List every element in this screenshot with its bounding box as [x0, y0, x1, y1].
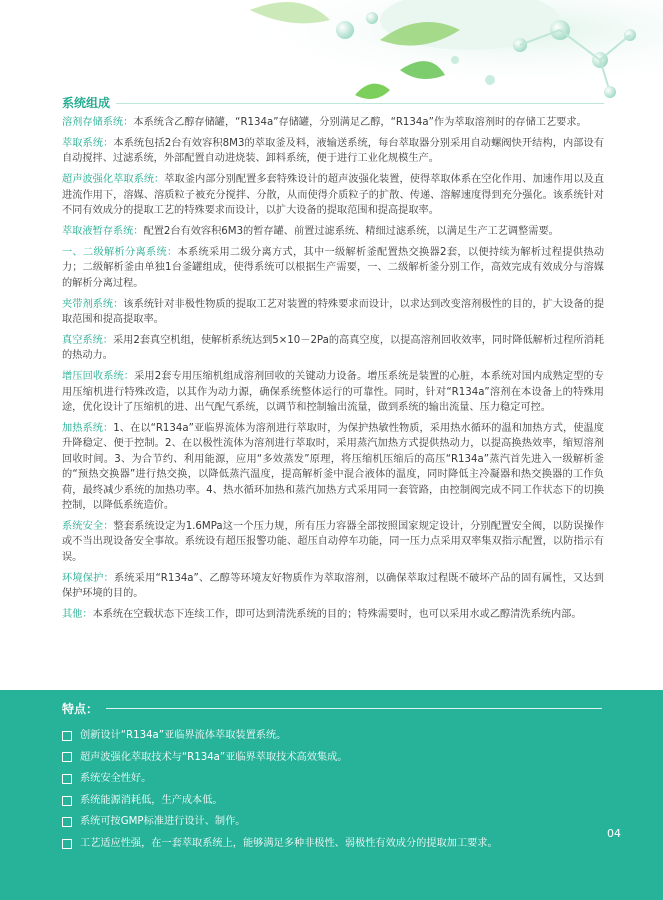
feature-item: [62, 811, 602, 833]
paragraph-text: 系统采用“R134a”、乙醇等环境友好物质作为萃取溶剂，以确保萃取过程既不破坏产品的固有属性，又达到保护环境的目的。: [62, 572, 604, 599]
paragraph: [62, 136, 604, 167]
paragraph: [62, 369, 604, 415]
feature-text: 系统可按GMP标准进行设计、制作。: [80, 816, 246, 828]
paragraph: [62, 245, 604, 291]
paragraph-label: 其他：: [62, 608, 93, 620]
paragraph-text: 该系统针对非极性物质的提取工艺对装置的特殊要求而设计，以求达到改变溶剂极性的目的，扩大设备的提取范围和提高提取率。: [62, 298, 605, 325]
paragraph-label: 加热系统：: [62, 422, 114, 434]
feature-text: 系统能源消耗低，生产成本低。: [80, 794, 223, 806]
paragraph: [62, 421, 604, 513]
features-band: [0, 690, 663, 900]
feature-item: [62, 790, 602, 812]
checkbox-bullet-icon: [62, 731, 72, 741]
checkbox-bullet-icon: [62, 796, 72, 806]
paragraph-label: 环境保护：: [62, 572, 114, 584]
paragraph-text: 本系统含乙醇存储罐，“R134a”存储罐，分别满足乙醇，“R134a”作为萃取溶剂时的存储工艺要求。: [133, 117, 587, 128]
paragraph-text: 配置2台有效容积6M3的暂存罐、前置过滤系统、精细过滤系统，以满足生产工艺调整需要。: [143, 225, 559, 237]
feature-text: 创新设计“R134a”亚临界流体萃取装置系统。: [80, 730, 287, 741]
paragraph-text: 整套系统设定为1.6MPa这一个压力规，所有压力容器全部按照国家规定设计，分别配置安全阀，以防误操作或不当出现设备安全事故。系统设有超压报警功能、超压自动停车功能，同一压力点采用双率集双指示配置，以防指示有误。: [62, 520, 605, 563]
paragraph-list: [62, 115, 604, 622]
page-number: 04: [607, 827, 621, 840]
feature-item: [62, 768, 602, 790]
paragraph: [62, 571, 604, 602]
checkbox-bullet-icon: [62, 752, 72, 762]
feature-text: 超声波强化萃取技术与“R134a”亚临界萃取技术高效集成。: [80, 751, 348, 763]
paragraph-text: 本系统在空载状态下连续工作，即可达到清洗系统的目的；特殊需要时，也可以采用水或乙醇清洗系统内部。: [92, 608, 582, 620]
paragraph-label: 萃取系统：: [62, 137, 114, 149]
paragraph-text: 采用2套专用压缩机组成溶剂回收的关键动力设备。增压系统是装置的心脏，本系统对国内成熟定型的专用压缩机进行特殊改造，以其作为动力源，确保系统整体运行的可靠性。同时，针对“R134a”溶剂在本设备上的特殊用途，优化设计了压缩机的进、出气配气系统，以调节和控制输出流量，做到系统的输出流量、压力稳定可控。: [62, 371, 604, 413]
feature-item: [62, 833, 602, 855]
system-composition-section: [62, 94, 604, 628]
paragraph: [62, 519, 604, 565]
paragraph-text: 萃取釜内部分别配置多套特殊设计的超声波强化装置，使得萃取体系在空化作用、加速作用以及直进流作用下，溶媒、溶质粒子被充分搅拌、分散，从而使得介质粒子的扩散、传递、溶解速度得到充分强化。该系统针对不同有效成分的提取工艺的特殊要求而设计，以扩大设备的提取范围和提高提取率。: [62, 174, 605, 217]
section-title: 系统组成: [62, 96, 111, 110]
features-divider: [106, 708, 602, 709]
features-title: 特点：: [62, 702, 99, 716]
paragraph-label: 萃取液暂存系统：: [62, 225, 144, 237]
paragraph-label: 夹带剂系统：: [62, 298, 124, 310]
paragraph-text: 本系统包括2台有效容积8M3的萃取釜及料，液输送系统，每台萃取器分别采用自动螺阀快开结构，内部设有自动搅拌、过滤系统，外部配置自动进烧装、卸料系统，便于进行工业化规模生产。: [62, 137, 605, 165]
paragraph-label: 增压回收系统：: [62, 371, 135, 383]
paragraph-text: 本系统采用二级分离方式，其中一级解析釜配置热交换器2套，以便持续为解析过程提供热动力；二级解析釜由单独1台釜罐组成，使得系统可以根据生产需要，一、二级解析釜分别工作，高效完成有效成分与溶媒的解析分离过程。: [62, 246, 605, 289]
paragraph: [62, 115, 604, 130]
paragraph: [62, 297, 604, 328]
paragraph-label: 超声波强化萃取系统：: [62, 174, 165, 186]
paragraph-label: 溶剂存储系统：: [62, 117, 134, 128]
section-header: [62, 94, 604, 111]
checkbox-bullet-icon: [62, 839, 72, 849]
paragraph-text: 采用2套真空机组，使解析系统达到5×10－2Pa的高真空度，以提高溶剂回收效率，同时降低解析过程所消耗的热动力。: [62, 334, 604, 362]
header-leaf-decoration: [0, 0, 663, 100]
features-list: [62, 725, 602, 855]
paragraph: [62, 333, 604, 364]
features-header: [62, 700, 602, 717]
checkbox-bullet-icon: [62, 774, 72, 784]
paragraph: [62, 607, 604, 622]
feature-text: 工艺适应性强，在一套萃取系统上，能够满足多种非极性、弱极性有效成分的提取加工要求。: [80, 837, 498, 849]
paragraph-label: 一、二级解析分离系统：: [62, 246, 178, 258]
paragraph: [62, 172, 604, 218]
paragraph-text: 1、在以“R134a”亚临界流体为溶剂进行萃取时，为保护热敏性物质，采用热水循环的温和加热方式，使温度升降稳定、便于控制。2、在以极性流体为溶剂进行萃取时，采用蒸汽加热方式提供热动力，以提高换热效率，缩短溶剂回收时间。3、为合节约、利用能源，应用“多效蒸发”原理，将压缩机压缩后的高压“R134a”蒸汽首先进入一级解析釜的“预热交换器”进行热交换，以降低蒸汽温度，提高解析釜中混合液体的温度，同时降低主冷凝器和热交换器的工作负荷，最终减少系统的加热功率。4、热水循环加热和蒸汽加热方式采用同一套管路，由控制阀完成不同工作状态下的切换控制，以降低系统造价。: [62, 422, 604, 511]
feature-text: 系统安全性好。: [80, 773, 152, 785]
paragraph-label: 真空系统：: [62, 334, 113, 346]
feature-item: [62, 725, 602, 747]
features-panel: [62, 700, 602, 855]
checkbox-bullet-icon: [62, 817, 72, 827]
title-divider: [116, 103, 604, 104]
paragraph-label: 系统安全：: [62, 520, 114, 532]
paragraph: [62, 224, 604, 239]
feature-item: [62, 747, 602, 769]
